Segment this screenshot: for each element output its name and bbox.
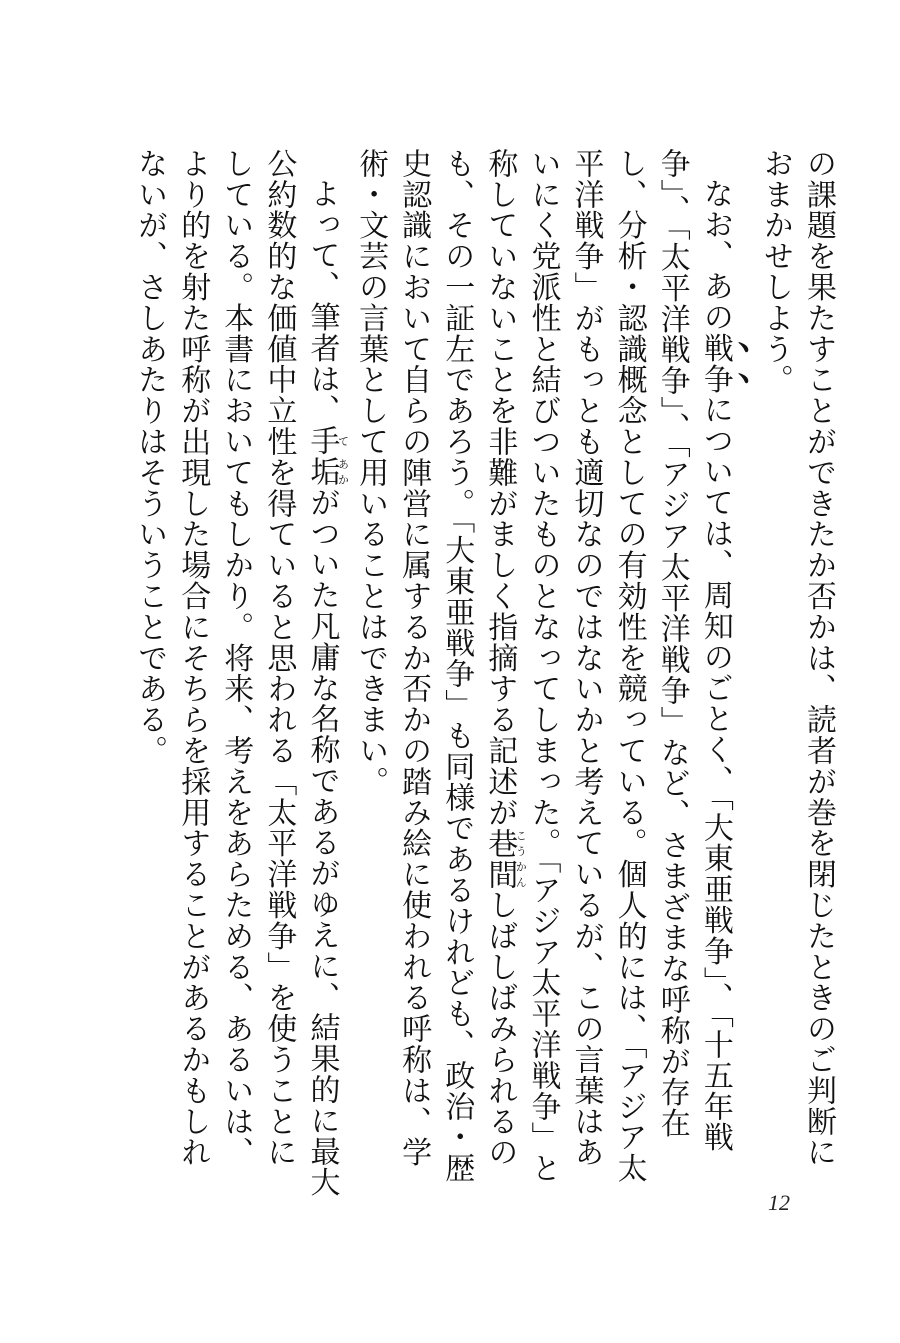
body-text — [40, 148, 840, 1198]
text-run: なお、あの — [697, 178, 733, 333]
paragraph — [754, 148, 840, 1198]
ruby-reading: あか — [336, 456, 350, 487]
text-run: の課題を果たすことができたか否かは、読者が巻を閉じたときのご判断におまかせしよう。 — [757, 148, 836, 1168]
ruby-reading: て — [336, 425, 350, 457]
text-run: よって、筆者は、 — [304, 178, 340, 426]
text-run: がついた凡庸な名称であるがゆえに、結果的に最大公約数的な価値中立性を得ていると思われる「太平洋戦争」を使うことにしている。本書においてもしかり。将来、考えをあらためる、あるいは、より的を射た呼称が出現した場合にそちらを採用することがあるかもしれないが、さしあたりはそういうことである。 — [132, 148, 340, 1198]
ruby-base: 垢 — [304, 456, 340, 488]
text-run: については、周知のごとく、「大東亜戦争」、「十五年戦争」、「太平洋戦争」、「アジア太平洋戦争」など、さまざまな呼称が存在し、分析・認識概念としての有効性を競っている。個人的には、「アジア太平洋戦争」がもっとも適切なのではないかと考えているが、この言葉はあいにく党派性と結びついたものとなってしまった。「アジア太平洋戦争」と称していないことを非難がましく指摘する記述が — [482, 148, 733, 1184]
ruby-word — [304, 425, 350, 457]
ruby-reading: こうかん — [514, 827, 528, 890]
ruby-base: 巷間 — [482, 827, 518, 890]
text-run: しばしばみられるのも、その一証左であろう。「大東亜戦争」も同様であるけれども、政治・歴史認識において自らの陣営に属するか否かの踏み絵に使われる呼称は、学術・文芸の言葉として用いることはできまい。 — [353, 148, 518, 1184]
emphasized-text: 戦争 — [697, 332, 733, 395]
paragraph — [349, 148, 754, 1198]
ruby-base: 手 — [304, 425, 340, 457]
page-number: 12 — [768, 1190, 790, 1215]
paragraph — [128, 148, 349, 1198]
ruby-word — [482, 827, 528, 890]
ruby-word — [304, 456, 350, 488]
